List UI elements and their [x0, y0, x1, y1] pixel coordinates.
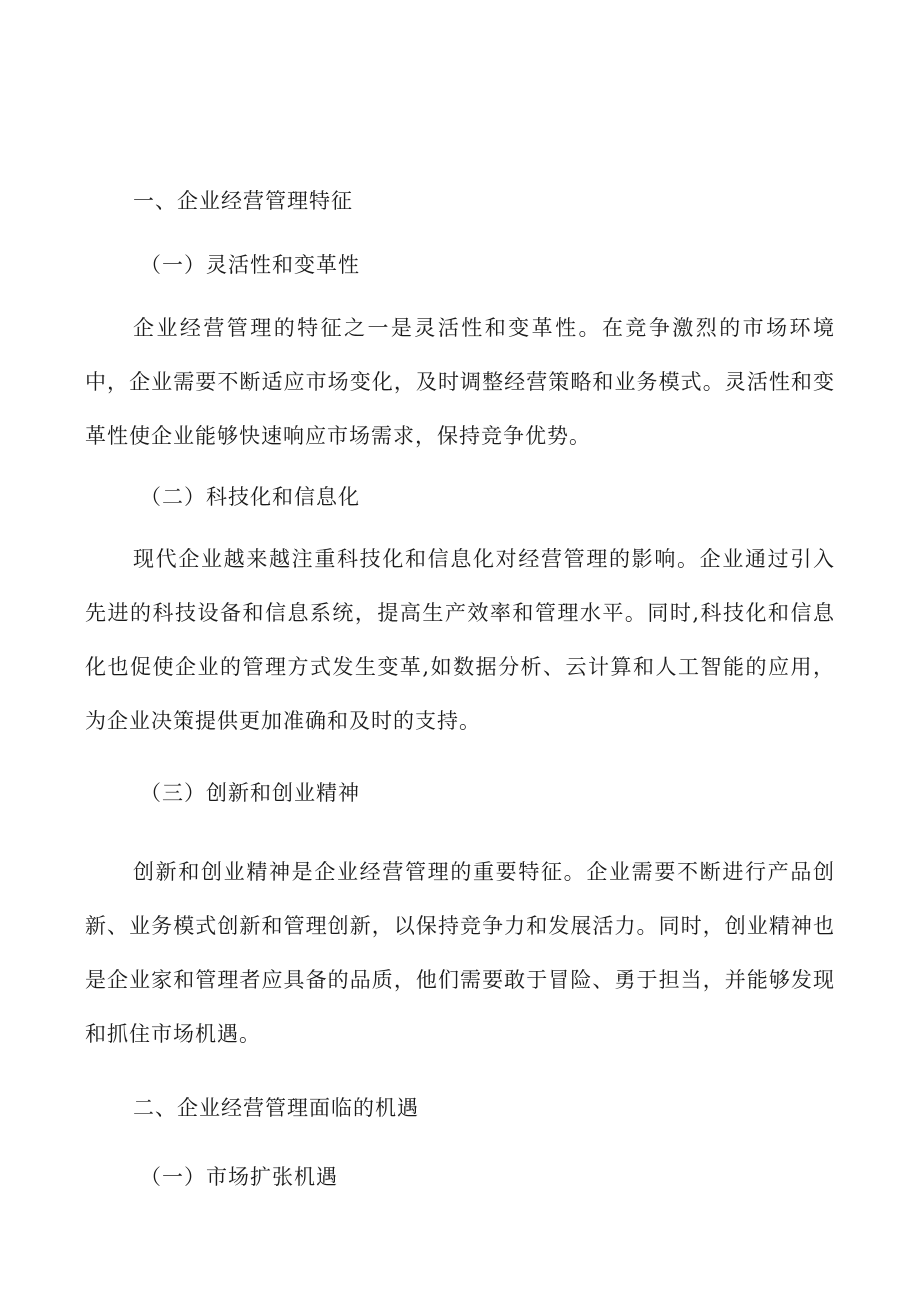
paragraph-1-1: 企业经营管理的特征之一是灵活性和变革性。在竞争激烈的市场环境中，企业需要不断适应市场变化，及时调整经营策略和业务模式。灵活性和变革性使企业能够快速响应市场需求，保持竞争优势。: [85, 316, 835, 448]
subsection-heading-1-2: （二）科技化和信息化: [140, 485, 360, 509]
paragraph-1-3: 创新和创业精神是企业经营管理的重要特征。企业需要不断进行产品创新、业务模式创新和管理创新，以保持竞争力和发展活力。同时，创业精神也是企业家和管理者应具备的品质，他们需要敢于冒险、勇于担当，并能够发现和抓住市场机遇。: [85, 860, 835, 1046]
section-heading-1: 一、企业经营管理特征: [133, 189, 353, 213]
section-heading-2: 二、企业经营管理面临的机遇: [133, 1096, 419, 1120]
subsection-heading-1-1: （一）灵活性和变革性: [140, 253, 360, 277]
subsection-heading-1-3: （三）创新和创业精神: [140, 781, 360, 805]
paragraph-1-2: 现代企业越来越注重科技化和信息化对经营管理的影响。企业通过引入先进的科技设备和信息系统，提高生产效率和管理水平。同时,科技化和信息化也促使企业的管理方式发生变革,如数据分析、云计算和人工智能的应用，为企业决策提供更加准确和及时的支持。: [85, 547, 835, 733]
subsection-heading-2-1: （一）市场扩张机遇: [140, 1165, 338, 1189]
